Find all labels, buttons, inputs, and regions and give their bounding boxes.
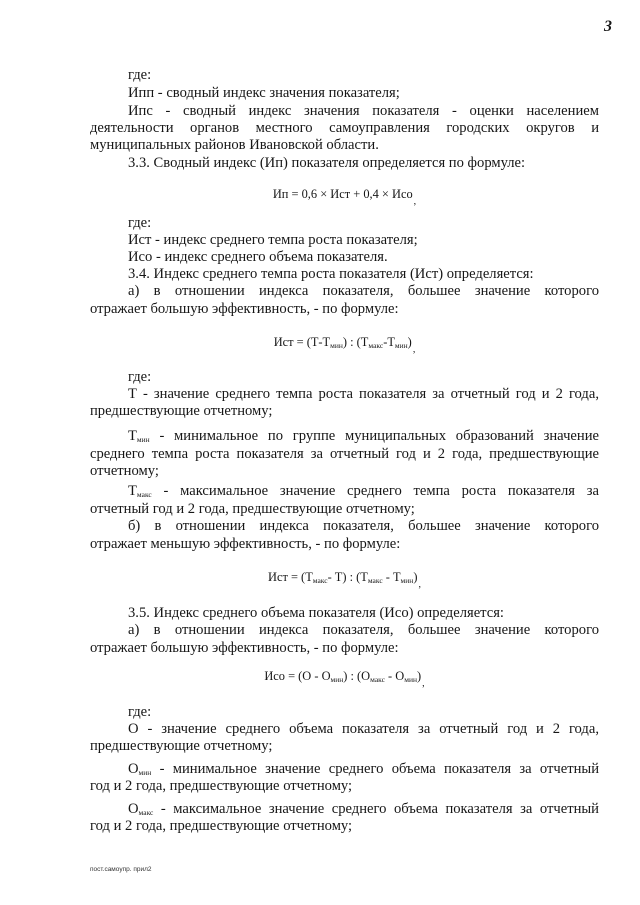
f2-sub-3: мин bbox=[394, 341, 408, 350]
where-label-2: где: bbox=[128, 215, 152, 231]
f2-part-2: ) : (Т bbox=[342, 335, 369, 349]
omin-definition-line-2: год и 2 года, предшествующие отчетному; bbox=[90, 778, 353, 794]
formula-ist-a bbox=[90, 335, 599, 355]
section-3-3: 3.3. Сводный индекс (Ип) показателя определяется по формуле: bbox=[128, 155, 526, 171]
where-label-3: где: bbox=[128, 369, 152, 385]
f3-sub-2: макс bbox=[367, 576, 383, 585]
ips-definition-line-3: муниципальных районов Ивановской области. bbox=[90, 137, 379, 153]
tmax-subscript: макс bbox=[136, 490, 152, 499]
f2-part-4: ) bbox=[407, 335, 412, 349]
f3-part-2: - Т) : (Т bbox=[327, 570, 368, 584]
f2-sub-2: макс bbox=[368, 341, 384, 350]
t-definition-line-2: предшествующие отчетному; bbox=[90, 403, 273, 419]
f4-part-3: - О bbox=[384, 669, 405, 683]
omax-text: - максимальное значение среднего объема показателя за отчетный bbox=[153, 801, 599, 817]
f3-trail: , bbox=[418, 579, 421, 590]
where-label-1: где: bbox=[128, 67, 152, 83]
tmax-definition-line-2: отчетный год и 2 года, предшествующие отчетному; bbox=[90, 501, 415, 517]
clause-a2-line-1: а) в отношении индекса показателя, большее значение которого bbox=[128, 622, 599, 638]
f4-part-4: ) bbox=[417, 669, 422, 683]
f3-part-4: ) bbox=[413, 570, 418, 584]
ips-definition-line-1: Ипс - сводный индекс значения показателя - оценки населением bbox=[128, 103, 599, 119]
omin-symbol: О bbox=[128, 761, 139, 777]
t-definition-line-1: Т - значение среднего темпа роста показателя за отчетный год и 2 года, bbox=[128, 386, 599, 402]
clause-a2-line-2: отражает большую эффективность, - по формуле: bbox=[90, 640, 399, 656]
tmin-symbol: Т bbox=[128, 428, 137, 444]
f3-part-3: - Т bbox=[382, 570, 401, 584]
f2-part-3: -Т bbox=[383, 335, 395, 349]
f4-part-1: Исо = (О - О bbox=[264, 669, 331, 683]
section-3-5: 3.5. Индекс среднего объема показателя (Исо) определяется: bbox=[128, 605, 504, 621]
f4-trail: , bbox=[422, 678, 425, 689]
clause-a1-line-1: а) в отношении индекса показателя, большее значение которого bbox=[128, 283, 599, 299]
ipp-definition: Ипп - сводный индекс значения показателя; bbox=[128, 85, 400, 101]
f2-sub-1: мин bbox=[330, 341, 343, 350]
section-3-4: 3.4. Индекс среднего темпа роста показателя (Ист) определяется: bbox=[128, 266, 534, 282]
f4-part-2: ) : (О bbox=[343, 669, 371, 683]
where-label-4: где: bbox=[128, 704, 152, 720]
o-definition-line-2: предшествующие отчетному; bbox=[90, 738, 273, 754]
f3-sub-1: макс bbox=[312, 576, 328, 585]
tmax-symbol: Т bbox=[128, 483, 137, 499]
tmax-text: - максимальное значение среднего темпа роста показателя за bbox=[151, 483, 599, 499]
f2-trail: , bbox=[412, 344, 416, 355]
f3-part-1: Ист = (Т bbox=[268, 570, 313, 584]
footer-file-label: пост.самоупр. прил2 bbox=[90, 866, 152, 873]
page-number: 3 bbox=[604, 18, 612, 35]
clause-b1-line-2: отражает меньшую эффективность, - по формуле: bbox=[90, 536, 401, 552]
f3-sub-3: мин bbox=[400, 576, 414, 585]
formula-ip bbox=[90, 187, 599, 207]
formula-ist-b bbox=[90, 570, 599, 590]
formula-ip-trail: , bbox=[413, 196, 417, 207]
omin-subscript: мин bbox=[138, 768, 152, 777]
clause-b1-line-1: б) в отношении индекса показателя, большее значение которого bbox=[128, 518, 599, 534]
f4-sub-3: мин bbox=[404, 675, 418, 684]
clause-a1-line-2: отражает большую эффективность, - по формуле: bbox=[90, 301, 399, 317]
tmin-text: - минимальное по группе муниципальных образований значение bbox=[149, 428, 599, 444]
f4-sub-1: мин bbox=[330, 675, 344, 684]
f2-part-1: Ист = (Т-Т bbox=[273, 335, 331, 349]
ips-definition-line-2: деятельности органов местного самоуправления городских округов и bbox=[90, 120, 599, 136]
f4-sub-2: макс bbox=[370, 675, 385, 684]
omax-definition-line-2: год и 2 года, предшествующие отчетному; bbox=[90, 818, 353, 834]
tmin-definition-line-3: отчетному; bbox=[90, 463, 159, 479]
omax-subscript: макс bbox=[138, 808, 154, 817]
formula-iso bbox=[90, 669, 599, 689]
tmin-definition-line-2: среднего темпа роста показателя за отчетный год и 2 года, предшествующие bbox=[90, 446, 599, 462]
omax-symbol: О bbox=[128, 801, 139, 817]
formula-ip-text: Ип = 0,6 × Ист + 0,4 × Исо bbox=[272, 187, 413, 201]
tmin-subscript: мин bbox=[136, 435, 150, 444]
iso-definition: Исо - индекс среднего объема показателя. bbox=[128, 249, 388, 265]
o-definition-line-1: О - значение среднего объема показателя за отчетный год и 2 года, bbox=[128, 721, 599, 737]
omin-text: - минимальное значение среднего объема показателя за отчетный bbox=[151, 761, 599, 777]
ist-definition: Ист - индекс среднего темпа роста показателя; bbox=[128, 232, 418, 248]
